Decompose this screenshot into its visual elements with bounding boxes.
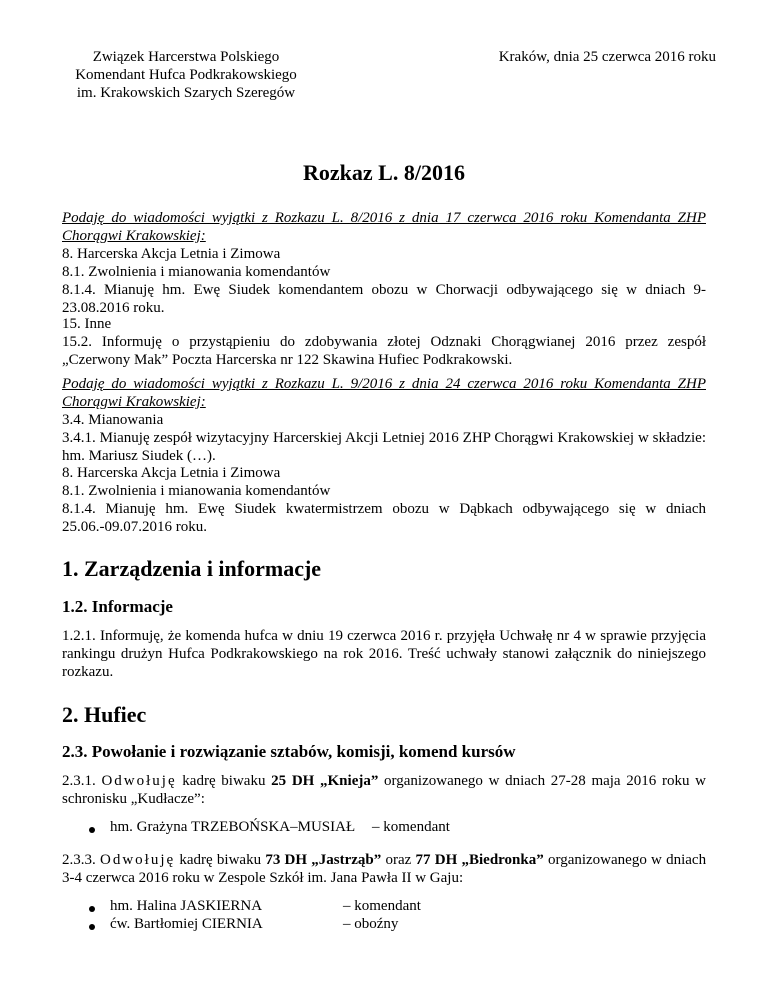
- paragraph: 8.1. Zwolnienia i mianowania komendantów: [62, 483, 331, 499]
- paragraph: 1.2.1. Informuję, że komenda hufca w dniu 19 czerwca 2016 r. przyjęła Uchwałę nr 4 w sprawie przyjęcia rankingu drużyn Hufca Podkrakowskiego na rok 2016. Treść uchwały stanowi załącznik do niniejszego rozkazu.: [62, 628, 706, 680]
- emphasis-verb: Odwołuję: [101, 773, 177, 789]
- excerpt-intro: Podaję do wiadomości wyjątki z Rozkazu L. 9/2016 z dnia 24 czerwca 2016 roku Komendanta ZHP Chorągwi Krakowskiej:: [62, 376, 706, 410]
- issuer-line: Komendant Hufca Podkrakowskiego: [75, 67, 297, 83]
- paragraph: 8. Harcerska Akcja Letnia i Zimowa: [62, 465, 281, 481]
- emphasis-verb: Odwołuję: [99, 852, 176, 868]
- excerpt-intro: Podaję do wiadomości wyjątki z Rozkazu L. 8/2016 z dnia 17 czerwca 2016 roku Komendanta ZHP Chorągwi Krakowskiej:: [62, 210, 706, 244]
- section-heading: 2. Hufiec: [62, 702, 147, 727]
- issuer-line: Związek Harcerstwa Polskiego: [92, 49, 280, 65]
- paragraph: 15.2. Informuję o przystąpieniu do zdobywania złotej Odznaki Chorągwianej 2016 przez zespół „Czerwony Mak” Poczta Harcerska nr 122 Skawina Hufiec Podkrakowski.: [62, 334, 706, 368]
- subsection-heading: 1.2. Informacje: [62, 597, 173, 616]
- staff-name: ćw. Bartłomiej CIERNIA: [110, 916, 263, 932]
- paragraph: 8.1.4. Mianuję hm. Ewę Siudek komendantem obozu w Chorwacji odbywającego się w dniach 9-23.08.2016 roku.: [62, 282, 706, 316]
- bullet-icon: [89, 906, 95, 912]
- paragraph: 15. Inne: [62, 316, 112, 332]
- issuer-block: [62, 48, 310, 102]
- paragraph: 2.3.3. Odwołuję kadrę biwaku 73 DH „Jastrząb” oraz 77 DH „Biedronka” organizowanego w dniach 3-4 czerwca 2016 roku w Zespole Szkół im. Jana Pawła II w Gaju:: [62, 852, 707, 886]
- excerpt-block-3: [62, 375, 706, 465]
- staff-role: – komendant: [343, 898, 421, 914]
- staff-name: hm. Grażyna TRZEBOŃSKA–MUSIAŁ: [110, 819, 356, 835]
- excerpt-block-2: [62, 315, 706, 369]
- paragraph: 8.1.4. Mianuję hm. Ewę Siudek kwatermistrzem obozu w Dąbkach odbywającego się w dniach 25.06.-09.07.2016 roku.: [62, 501, 706, 535]
- unit-name: 73 DH „Jastrząb”: [265, 852, 382, 868]
- excerpt-block-4: [62, 464, 706, 536]
- paragraph: 8.1. Zwolnienia i mianowania komendantów: [62, 264, 331, 280]
- unit-name: 25 DH „Knieja”: [271, 773, 379, 789]
- bullet-icon: [89, 924, 95, 930]
- paragraph: 3.4. Mianowania: [62, 412, 164, 428]
- paragraph: 2.3.1. Odwołuję kadrę biwaku 25 DH „Knieja” organizowanego w dniach 27-28 maja 2016 roku w schronisku „Kudłacze”:: [62, 773, 706, 807]
- paragraph: 8. Harcerska Akcja Letnia i Zimowa: [62, 246, 281, 262]
- subsection-heading: 2.3. Powołanie i rozwiązanie sztabów, komisji, komend kursów: [62, 742, 516, 761]
- issuer-line: im. Krakowskich Szarych Szeregów: [76, 85, 296, 101]
- paragraph: 3.4.1. Mianuję zespół wizytacyjny Harcerskiej Akcji Letniej 2016 ZHP Chorągwi Krakowskiej w składzie: hm. Mariusz Siudek (…).: [62, 430, 706, 464]
- place-date: Kraków, dnia 25 czerwca 2016 roku: [498, 49, 716, 65]
- staff-name: hm. Halina JASKIERNA: [110, 898, 263, 914]
- unit-name: 77 DH „Biedronka”: [415, 852, 544, 868]
- excerpt-block-1: [62, 209, 706, 317]
- page-title: Rozkaz L. 8/2016: [303, 160, 465, 185]
- bullet-icon: [89, 827, 95, 833]
- staff-role: – komendant: [372, 819, 450, 835]
- staff-role: – oboźny: [343, 916, 399, 932]
- section-heading: 1. Zarządzenia i informacje: [62, 556, 322, 581]
